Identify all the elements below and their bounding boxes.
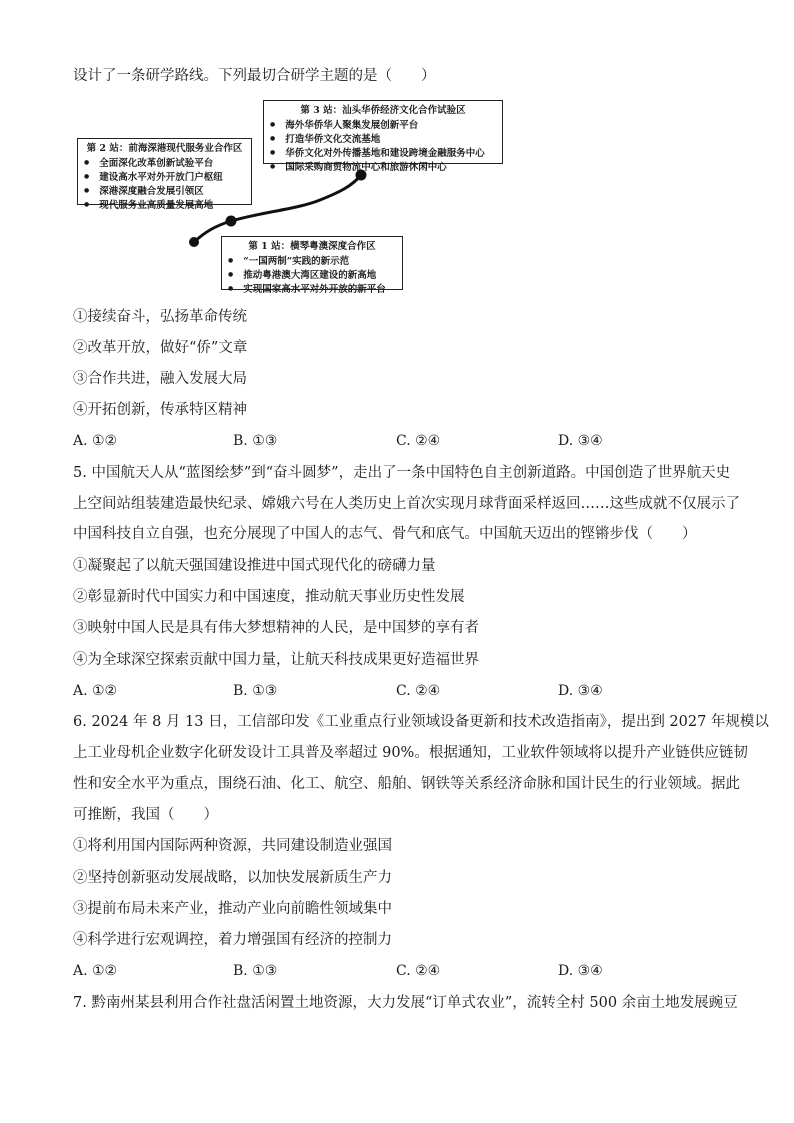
option-d[interactable]: D. ③④ xyxy=(558,963,603,979)
q6-statement: ②坚持创新驱动发展战略，以加快发展新质生产力 xyxy=(73,870,392,886)
option-c[interactable]: C. ②④ xyxy=(396,963,441,979)
station1-item: ● “一国两制”实践的新示范 xyxy=(228,254,396,268)
station2-item: ● 全面深化改革创新试验平台 xyxy=(84,156,245,170)
option-c[interactable]: C. ②④ xyxy=(396,683,441,699)
q5-statement: ②彰显新时代中国实力和中国速度，推动航天事业历史性发展 xyxy=(73,589,465,605)
option-a[interactable]: A. ①② xyxy=(73,683,118,699)
option-b[interactable]: B. ①③ xyxy=(233,433,278,449)
station3-item: ● 国际采购商贸物流中心和旅游休闲中心 xyxy=(270,160,496,174)
q5-stem-line: 5. 中国航天人从“蓝图绘梦”到“奋斗圆梦”，走出了一条中国特色自主创新道路。中国创造了世界航天史 xyxy=(73,465,731,481)
q6-stem-line: 可推断，我国（ ） xyxy=(73,807,218,823)
q5-statement: ④为全球深空探索贡献中国力量，让航天科技成果更好造福世界 xyxy=(73,652,479,668)
q4-statement: ②改革开放，做好“侨”文章 xyxy=(73,340,248,356)
question-4-stem-tail: 设计了一条研学路线。下列最切合研学主题的是（ ） xyxy=(73,68,436,84)
station2-item: ● 现代服务业高质量发展高地 xyxy=(84,198,245,212)
q4-statement: ①接续奋斗，弘扬革命传统 xyxy=(73,309,247,325)
station1-box xyxy=(221,236,403,295)
q6-statement: ①将利用国内国际两种资源，共同建设制造业强国 xyxy=(73,838,392,854)
q6-statement: ④科学进行宏观调控，着力增强国有经济的控制力 xyxy=(73,932,392,948)
q6-stem-line: 6. 2024 年 8 月 13 日，工信部印发《工业重点行业领域设备更新和技术改造指南》，提出到 2027 年规模以 xyxy=(73,714,769,730)
q5-stem-line: 上空间站组装建造最快纪录、嫦娥六号在人类历史上首次实现月球背面采样返回……这些成就不仅展示了 xyxy=(73,496,740,512)
q4-statement: ③合作共进，融入发展大局 xyxy=(73,371,247,387)
station3-item: ● 华侨文化对外传播基地和建设跨境金融服务中心 xyxy=(270,146,496,160)
q6-stem-line: 性和安全水平为重点，围绕石油、化工、航空、船舶、钢铁等关系经济命脉和国计民生的行业领域。据此 xyxy=(73,776,740,792)
station1-item: ● 推动粤港澳大湾区建设的新高地 xyxy=(228,268,396,282)
q5-stem-line: 中国科技自立自强，也充分展现了中国人的志气、骨气和底气。中国航天迈出的铿锵步伐（ ） xyxy=(73,526,697,542)
station3-item: ● 海外华侨华人聚集发展创新平台 xyxy=(270,118,496,132)
station2-title: 第 2 站：前海深港现代服务业合作区 xyxy=(86,143,243,154)
option-a[interactable]: A. ①② xyxy=(73,963,118,979)
option-d[interactable]: D. ③④ xyxy=(558,683,603,699)
q6-stem-line: 上工业母机企业数字化研发设计工具普及率超过 90%。根据通知，工业软件领域将以提升产业链供应链韧 xyxy=(73,745,748,761)
q5-statement: ①凝聚起了以航天强国建设推进中国式现代化的磅礴力量 xyxy=(73,558,436,574)
option-b[interactable]: B. ①③ xyxy=(233,683,278,699)
q7-stem-line: 7. 黔南州某县利用合作社盘活闲置土地资源，大力发展“订单式农业”，流转全村 500 余亩土地发展豌豆 xyxy=(73,995,738,1011)
station1-marker xyxy=(189,237,199,247)
station3-box xyxy=(263,100,503,173)
option-b[interactable]: B. ①③ xyxy=(233,963,278,979)
station3-item: ● 打造华侨文化交流基地 xyxy=(270,132,496,146)
station2-marker xyxy=(226,216,237,227)
option-c[interactable]: C. ②④ xyxy=(396,433,441,449)
option-d[interactable]: D. ③④ xyxy=(558,433,603,449)
station2-item: ● 建设高水平对外开放门户枢纽 xyxy=(84,170,245,184)
station3-title: 第 3 站：汕头华侨经济文化合作试验区 xyxy=(300,105,466,116)
station1-item: ● 实现国家高水平对外开放的新平台 xyxy=(228,282,396,296)
option-a[interactable]: A. ①② xyxy=(73,433,118,449)
q4-statement: ④开拓创新，传承特区精神 xyxy=(73,402,247,418)
station1-title: 第 1 站：横琴粤澳深度合作区 xyxy=(248,241,376,252)
station2-box xyxy=(77,138,252,211)
q6-statement: ③提前布局未来产业，推动产业向前瞻性领域集中 xyxy=(73,901,392,917)
q5-statement: ③映射中国人民是具有伟大梦想精神的人民，是中国梦的享有者 xyxy=(73,620,479,636)
station2-item: ● 深港深度融合发展引领区 xyxy=(84,184,245,198)
